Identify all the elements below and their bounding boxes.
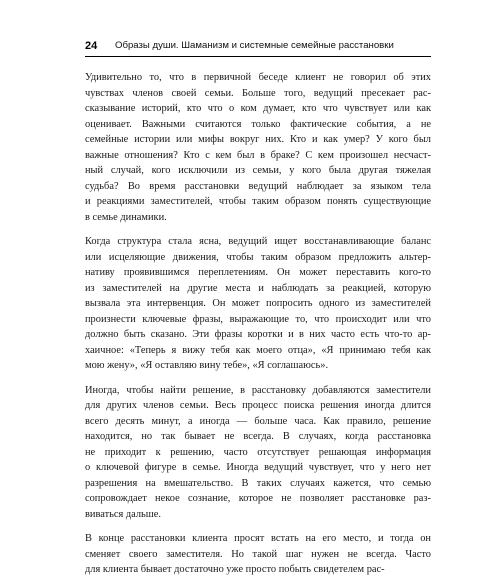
text-line: Когда структура стала ясна, ведущий ищет восстанавливающие баланс [85,236,431,247]
text-line: должно быть сказано. Эти фразы коротки и в них часто есть что-то ар- [85,329,431,340]
text-line: Удивительно то, что в первичной беседе клиент не говорил об этих [85,72,431,83]
text-line: находится, но так бывает не всегда. В случаях, когда расстановка [85,431,431,442]
text-line: сменяет своего заместителя. Но такой шаг нужен не всегда. Часто [85,548,431,560]
text-line: не приходит к решению, часто отсутствует решающая информация [85,446,431,458]
body-text [85,70,431,587]
running-title: Образы души. Шаманизм и системные семейные расстановки [115,40,394,51]
paragraph-4 [85,531,431,578]
text-line: ный случай, кого исключили из семьи, у кого была другая тяжелая [85,165,431,176]
text-line: сопровождает некое сознание, которое не позволяет расстановке раз- [85,493,431,504]
page-header [85,39,431,53]
text-line: из заместителей на другие места и наблюдать за реакцией, которую [85,282,431,294]
text-line: разрешения на вмешательство. В таких случаях кажется, что семью [85,477,431,489]
paragraph-3 [85,383,431,523]
text-line: оценивает. Важными считаются только фактические события, а не [85,118,431,130]
text-line: В конце расстановки клиента просят встать на его место, и тогда он [85,533,431,544]
text-line: мою жену», «Я оставляю вину тебе», «Я соглашаюсь». [85,360,329,371]
text-line: сказывание историй, кто что о ком думает, кто что чувствует или как [85,103,431,114]
text-line: хаичное: «Теперь я вижу тебя как моего отца», «Я принимаю тебя как [85,344,431,356]
text-line: для других членов семьи. Весь процесс поиска решения иногда длится [85,400,431,411]
page-number: 24 [85,40,98,52]
paragraph-1 [85,70,431,225]
text-line: вызвала эта интервенция. Он может попросить одного из заместителей [85,298,431,309]
paragraph-2 [85,234,431,374]
text-line: всего десять минут, а иногда — больше часа. Как правило, решение [85,415,431,427]
text-line: в семье динамики. [85,211,167,223]
text-line: Иногда, чтобы найти решение, в расстановку добавляются заместители [85,384,431,396]
text-line: важные отношения? Кто с кем был в браке? С кем произошел несчаст- [85,149,431,161]
text-line: для клиента бывает достаточно уже просто побыть свидетелем рас- [85,564,385,575]
text-line: или исцеляющие движения, чтобы таким образом предложить альтер- [85,251,431,263]
header-rule [85,56,431,57]
text-line: нативу проявившимся переплетениям. Он может переставить кого-то [85,267,431,278]
text-line: и реакциями заместителей, чтобы таким образом понять существующие [85,196,431,207]
text-line: о ключевой фигуре в семье. Иногда ведущий чувствует, что у него нет [85,462,431,473]
text-line: произнести ключевые фразы, выражающие то, что происходит или что [85,313,431,325]
text-line: виваться дальше. [85,508,161,520]
text-line: семейные истории или мифы вокруг них. Кто и как умер? У кого был [85,134,431,145]
text-line: судьба? Во время расстановки ведущий наблюдает за языком тела [85,180,431,192]
text-line: чувствах членов своей семьи. Больше того, ведущий пресекает рас- [85,87,431,99]
